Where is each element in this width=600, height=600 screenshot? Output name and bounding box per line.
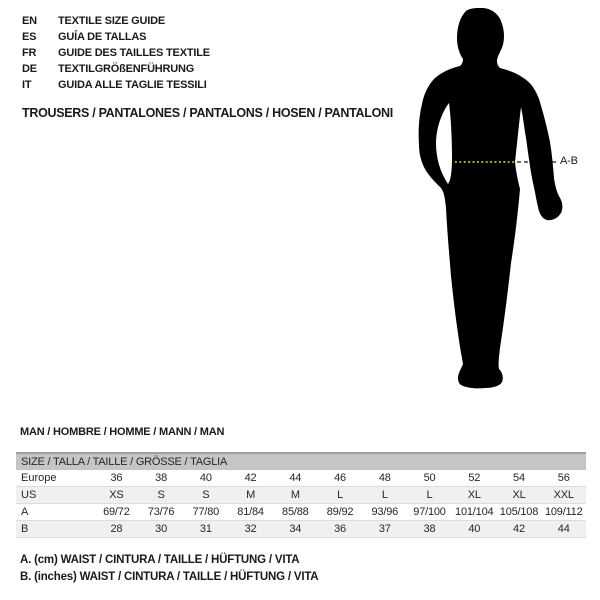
lang-label: TEXTILGRÖßENFÜHRUNG [58,63,195,75]
measure-label: A-B [560,155,578,167]
size-cell: 31 [199,523,212,535]
size-cell: 37 [378,523,391,535]
size-cell: 42 [244,472,257,484]
man-silhouette-figure [410,0,585,400]
table-row-a-cm [16,504,586,521]
footnotes [20,552,318,586]
size-cell: 34 [289,523,302,535]
size-cell: M [246,489,256,501]
size-cell: M [290,489,300,501]
row-label: Europe [21,472,57,484]
lang-code: FR [22,47,37,59]
lang-label: GUIDA ALLE TAGLIE TESSILI [58,79,207,91]
language-title-block [22,13,210,93]
size-cell: 93/96 [371,506,399,518]
lang-row-en [22,13,210,29]
size-cell: 40 [468,523,481,535]
size-cell: 42 [513,523,525,535]
row-label: B [21,523,29,535]
size-cell: 77/80 [192,506,220,518]
lang-row-es [22,29,210,45]
size-cell: 81/84 [237,506,264,518]
size-cell: 105/108 [499,506,539,518]
size-cell: 30 [155,523,168,535]
gender-label: MAN / HOMBRE / HOMME / MANN / MAN [20,426,225,438]
size-cell: 52 [468,472,481,484]
size-cell: 54 [513,472,525,484]
size-cell: 38 [423,523,436,535]
size-cell: S [202,489,210,501]
footnote-b: B. (inches) WAIST / CINTURA / TAILLE / HÜFTUNG / VITA [20,571,319,583]
size-cell: XXL [553,489,574,501]
size-cell: 101/104 [455,506,494,518]
lang-label: GUIDE DES TAILLES TEXTILE [58,47,210,59]
size-cell: L [337,489,343,501]
man-silhouette-svg [410,0,585,400]
row-label: A [21,506,29,518]
size-cell: 85/88 [282,506,309,518]
size-cell: 109/112 [544,506,583,518]
size-cell: XS [109,489,124,501]
size-cell: 44 [557,523,570,535]
lang-row-de [22,61,210,77]
lang-row-it [22,77,210,93]
lang-row-fr [22,45,210,61]
category-title: TROUSERS / PANTALONES / PANTALONS / HOSEN / PANTALONI [22,106,393,120]
lang-label: TEXTILE SIZE GUIDE [58,15,166,27]
lang-code: EN [22,15,37,27]
size-cell: 73/76 [147,506,175,518]
lang-code: ES [22,31,37,43]
size-cell: 32 [244,523,257,535]
size-cell: 48 [378,472,391,484]
size-cell: 44 [289,472,302,484]
size-cell: 89/92 [326,506,354,518]
table-row-b-inches [16,521,586,538]
size-cell: 36 [334,523,346,535]
lang-label: GUÍA DE TALLAS [58,31,147,43]
size-cell: 36 [110,472,123,484]
size-cell: 50 [423,472,436,484]
size-cell: 28 [110,523,123,535]
size-cell: L [381,489,388,501]
row-label: US [21,489,37,501]
size-cell: L [426,489,433,501]
size-cell: 69/72 [103,506,130,518]
size-cell: 38 [155,472,168,484]
man-silhouette-path [419,8,563,388]
lang-code: DE [22,63,37,75]
size-cell: 40 [199,472,212,484]
size-cell: 46 [334,472,346,484]
footnote-a: A. (cm) WAIST / CINTURA / TAILLE / HÜFTUNG / VITA [20,554,300,566]
table-row-us [16,487,586,504]
size-cell: XL [512,489,526,501]
table-row-europe [16,470,586,487]
lang-code: IT [22,79,32,91]
size-table [16,452,586,538]
size-cell: S [157,489,165,501]
size-cell: 97/100 [413,506,446,518]
size-cell: 56 [557,472,570,484]
size-cell: XL [467,489,481,501]
size-table-header: SIZE / TALLA / TAILLE / GRÖSSE / TAGLIA [16,452,586,470]
